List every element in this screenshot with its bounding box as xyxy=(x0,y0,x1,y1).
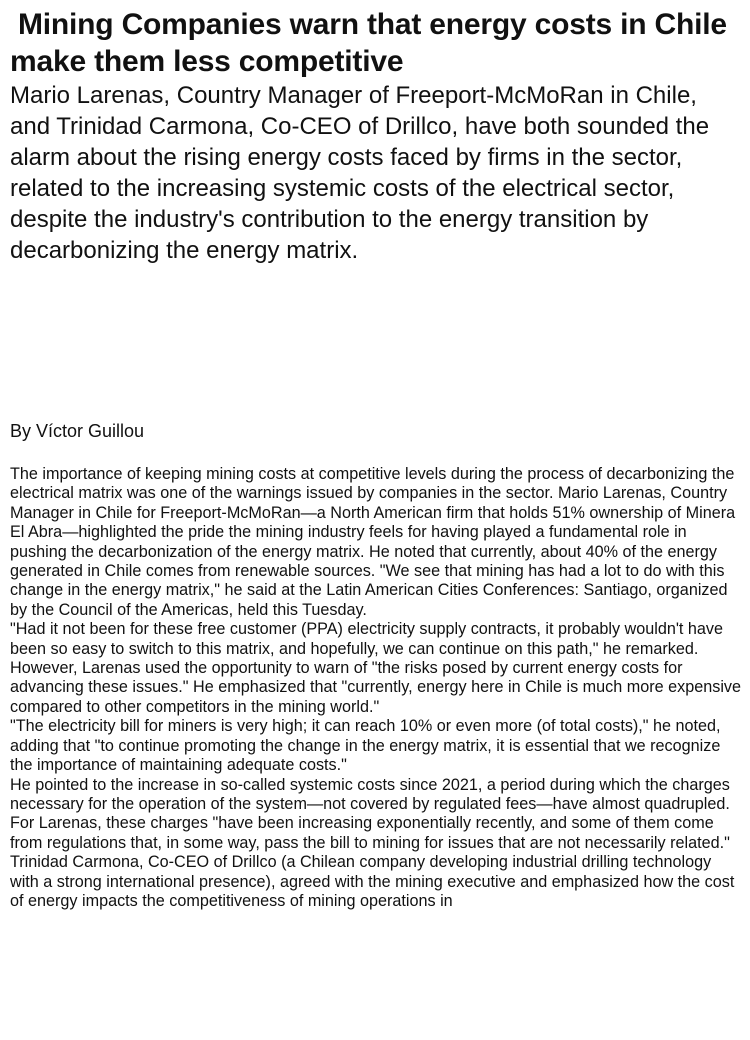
article-subheadline: Mario Larenas, Country Manager of Freeport-McMoRan in Chile, and Trinidad Carmona, Co-CEO of Drillco, have both sounded the alarm about the rising energy costs faced by firms in the sector, related to the increasing systemic costs of the electrical sector, despite the industry's contribution to the energy transition by decarbonizing the energy matrix. xyxy=(10,82,710,264)
body-paragraph: "Had it not been for these free customer (PPA) electricity supply contracts, it probably wouldn't have been so easy to switch to this matrix, and hopefully, we can continue on this path," he remarked. xyxy=(10,620,724,658)
body-paragraph: The importance of keeping mining costs at competitive levels during the process of decarbonizing the electrical matrix was one of the warnings issued by companies in the sector. Mario Larenas, Country Manager in Chile for Freeport-McMoRan—a North American firm that holds 51% ownership of Minera El Abra—highlighted the pride the mining industry feels for having played a fundamental role in pushing the decarbonization of the energy matrix. He noted that currently, about 40% of the energy generated in Chile comes from renewable sources. "We see that mining has had a lot to do with this change in the energy matrix," he said at the Latin American Cities Conferences: Santiago, organized by the Council of the Americas, held this Tuesday. xyxy=(10,465,736,619)
body-paragraph: He pointed to the increase in so-called systemic costs since 2021, a period during which the charges necessary for the operation of the system—not covered by regulated fees—have almost quadrupled. For Larenas, these charges "have been increasing exponentially recently, and some of them come from regulations that, in some way, pass the bill to mining for issues that are not necessarily related." xyxy=(10,775,730,852)
article-byline: By Víctor Guillou xyxy=(10,421,145,441)
article xyxy=(10,6,742,910)
body-paragraph: However, Larenas used the opportunity to warn of "the risks posed by current energy costs for advancing these issues." He emphasized that "currently, energy here in Chile is much more expensive compared to other competitors in the mining world." xyxy=(10,659,742,716)
article-body xyxy=(10,465,742,911)
body-paragraph: Trinidad Carmona, Co-CEO of Drillco (a Chilean company developing industrial drilling technology with a strong international presence), agreed with the mining executive and emphasized how the cost of energy impacts the competitiveness of mining operations in xyxy=(10,853,735,910)
body-paragraph: "The electricity bill for miners is very high; it can reach 10% or even more (of total costs)," he noted, adding that "to continue promoting the change in the energy matrix, it is essential that we recognize the importance of maintaining adequate costs." xyxy=(10,717,721,775)
headline-text: Mining Companies warn that energy costs in Chile make them less competitive xyxy=(10,8,727,78)
article-headline xyxy=(10,6,742,80)
